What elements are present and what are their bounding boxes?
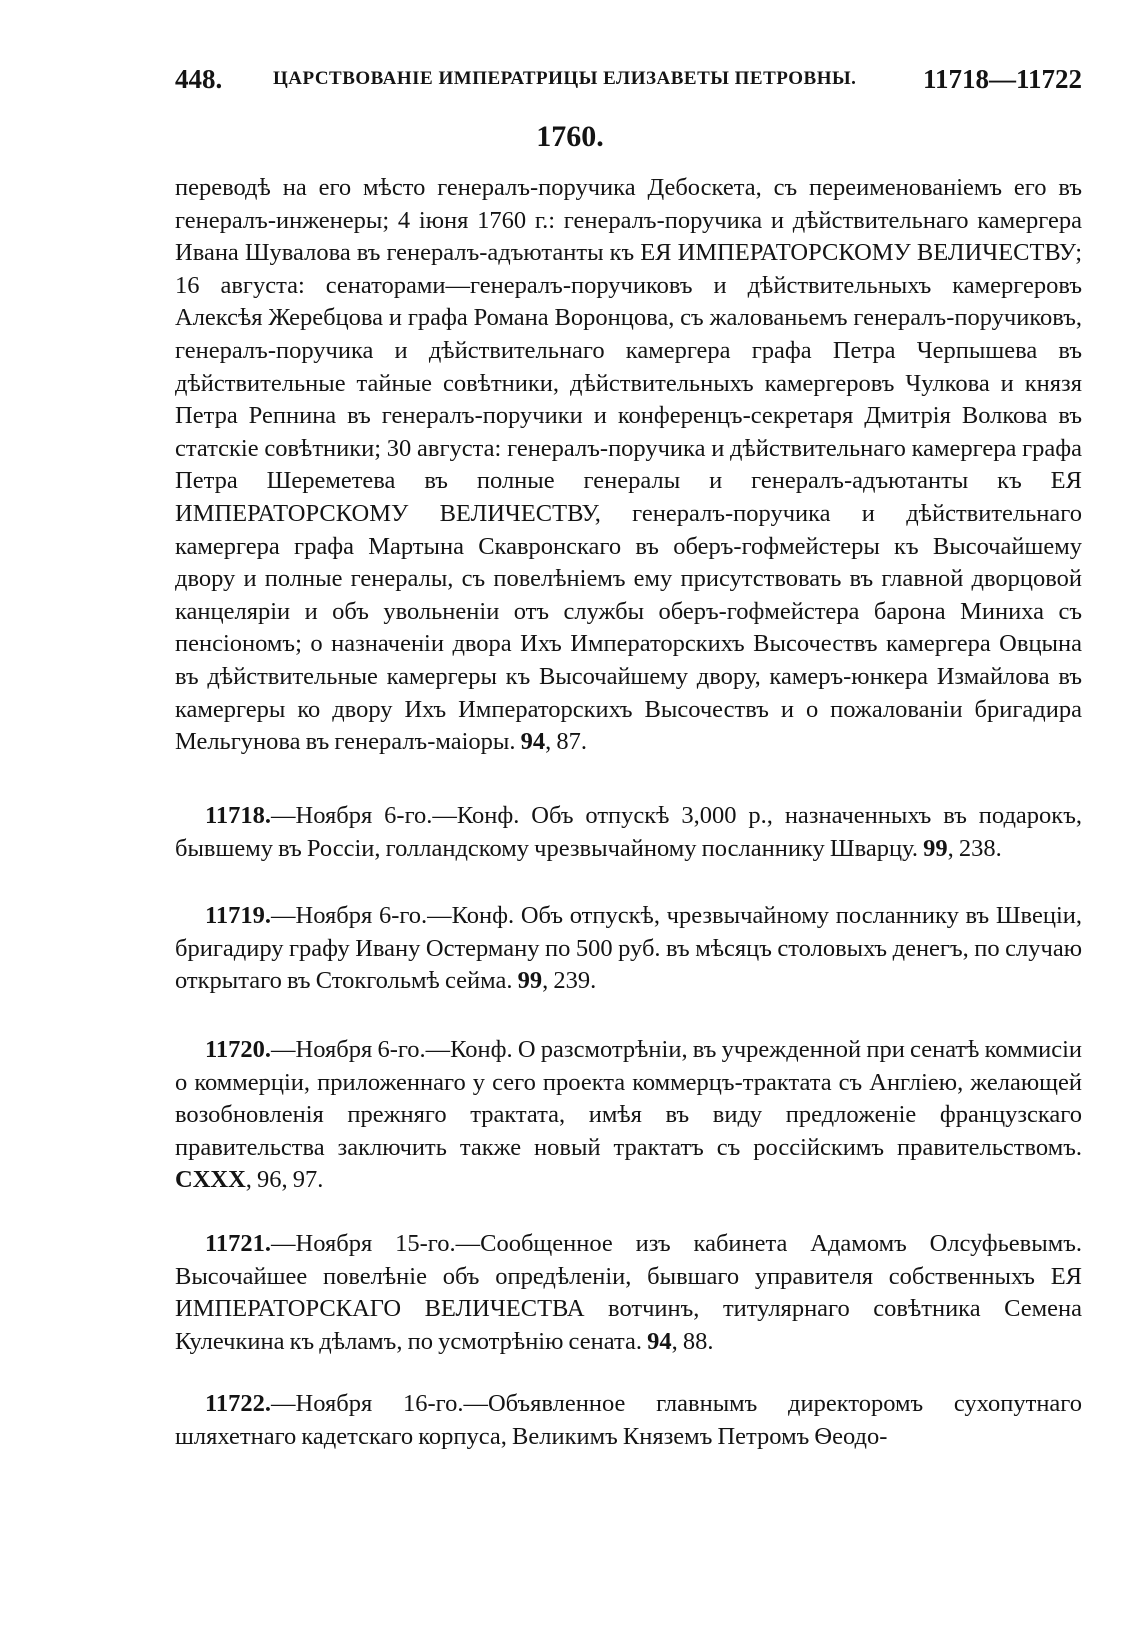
entry-11722 <box>175 1388 1082 1453</box>
year-heading: 1760. <box>536 120 604 153</box>
intro-paragraph-block <box>175 172 1082 759</box>
entry-source-volume: 94 <box>647 1327 672 1355</box>
entry-source-pages: , 96, 97. <box>245 1166 324 1193</box>
entry-number: 11718. <box>205 802 272 829</box>
entry-source-volume: 99 <box>923 834 948 862</box>
intro-source-pages: , 87. <box>545 728 587 756</box>
entry-number: 11719. <box>205 902 272 929</box>
entry-11719 <box>175 900 1082 998</box>
entry-paragraph <box>175 1388 1082 1453</box>
entry-text: —Ноября 15-го.—Сообщенное изъ кабинета Адамомъ Олсуфьевымъ. Высочайшее повелѣніе объ опредѣленіи, бывшаго управителя собственныхъ ЕЯ ИМПЕРАТОРСКАГО ВЕЛИЧЕСТВА вотчинъ, титулярнаго совѣтника Семена Кулечкина къ дѣламъ, по усмотрѣнію сената. <box>175 1230 1082 1355</box>
entry-11721 <box>175 1228 1082 1358</box>
entry-source-volume: CXXX <box>175 1166 246 1193</box>
entry-paragraph <box>175 1228 1082 1358</box>
entry-source-pages: , 88. <box>671 1327 714 1355</box>
entry-paragraph <box>175 1034 1082 1197</box>
intro-source-volume: 94 <box>520 728 546 756</box>
running-header <box>175 64 1082 100</box>
running-title: ЦАРСТВОВАНІЕ ИМПЕРАТРИЦЫ ЕЛИЗАВЕТЫ ПЕТРОВНЫ. <box>273 68 857 89</box>
entry-text: —Ноября 6-го.—Конф. О разсмотрѣніи, въ учрежденной при сенатѣ коммисіи о коммерціи, приложеннаго у сего проекта коммерцъ-трактата съ Англіею, желающей возобновленія прежняго трактата, имѣя въ виду предложеніе французскаго правительства заключить также новый трактатъ съ россійскимъ правительствомъ. <box>175 1036 1082 1161</box>
entry-number: 11722. <box>205 1390 272 1417</box>
entry-source-volume: 99 <box>517 967 543 994</box>
intro-text: переводѣ на его мѣсто генералъ-поручика Дебоскета, съ переименованіемъ его въ генералъ-инженеры; 4 іюня 1760 г.: генералъ-поручика и дѣйствительнаго камергера Ивана Шувалова въ генералъ-адъютанты къ ЕЯ ИМПЕРАТОРСКОМУ ВЕЛИЧЕСТВУ; 16 августа: сенаторами—генералъ-поручиковъ и дѣйствительныхъ камергеровъ Алексѣя Жеребцова и графа Романа Воронцова, съ жалованьемъ генералъ-поручиковъ, генералъ-поручика и дѣйствительнаго камергера графа Петра Черпышева въ дѣйствительные тайные совѣтники, дѣйствительныхъ камергеровъ Чулкова и князя Петра Репнина въ генералъ-поручики и конференцъ-секретаря Дмитрія Волкова въ статскіе совѣтники; 30 августа: генералъ-поручика и дѣйствительнаго камергера графа Петра Шереметева въ полные генералы и генералъ-адъютанты къ ЕЯ ИМПЕРАТОРСКОМУ ВЕЛИЧЕСТВУ, генералъ-поручика и дѣйствительнаго камергера графа Мартына Скавронскаго въ оберъ-гофмейстеры къ Высочайшему двору и полные генералы, съ повелѣніемъ ему присутствовать въ главной дворцовой канцеляріи и объ увольненіи отъ службы оберъ-гофмейстера барона Миниха съ пенсіономъ; о назначеніи двора Ихъ Императорскихъ Высочествъ камергера Овцына въ дѣйствительные камергеры къ Высочайшему двору, камеръ-юнкера Измайлова въ камергеры ко двору Ихъ Императорскихъ Высочествъ и о пожалованіи бригадира Мельгунова въ генералъ-маіоры. <box>175 174 1082 756</box>
entry-text: —Ноября 6-го.—Конф. Объ отпускѣ 3,000 р., назначенныхъ въ подарокъ, бывшему въ Россіи, голландскому чрезвычайному посланнику Шварцу. <box>175 802 1082 862</box>
page-number: 448. <box>175 64 223 94</box>
entry-number: 11720. <box>205 1036 272 1063</box>
entry-text: —Ноября 16-го.—Объявленное главнымъ директоромъ сухопутнаго шляхетнаго кадетскаго корпуса, Великимъ Княземъ Петромъ Ѳеодо- <box>175 1390 1082 1450</box>
entry-11720 <box>175 1034 1082 1197</box>
intro-paragraph <box>175 172 1082 759</box>
entry-11718 <box>175 800 1082 865</box>
entry-source-pages: , 238. <box>947 834 1002 862</box>
entry-paragraph <box>175 900 1082 998</box>
entry-text: —Ноября 6-го.—Конф. Объ отпускѣ, чрезвычайному посланнику въ Швеціи, бригадиру графу Ивану Остерману по 500 руб. въ мѣсяцъ столовыхъ денегъ, по случаю открытаго въ Стокгольмѣ сейма. <box>175 902 1082 994</box>
entry-range: 11718—11722 <box>922 64 1082 94</box>
entry-number: 11721. <box>205 1230 272 1257</box>
entry-source-pages: , 239. <box>542 967 597 994</box>
entry-paragraph <box>175 800 1082 865</box>
